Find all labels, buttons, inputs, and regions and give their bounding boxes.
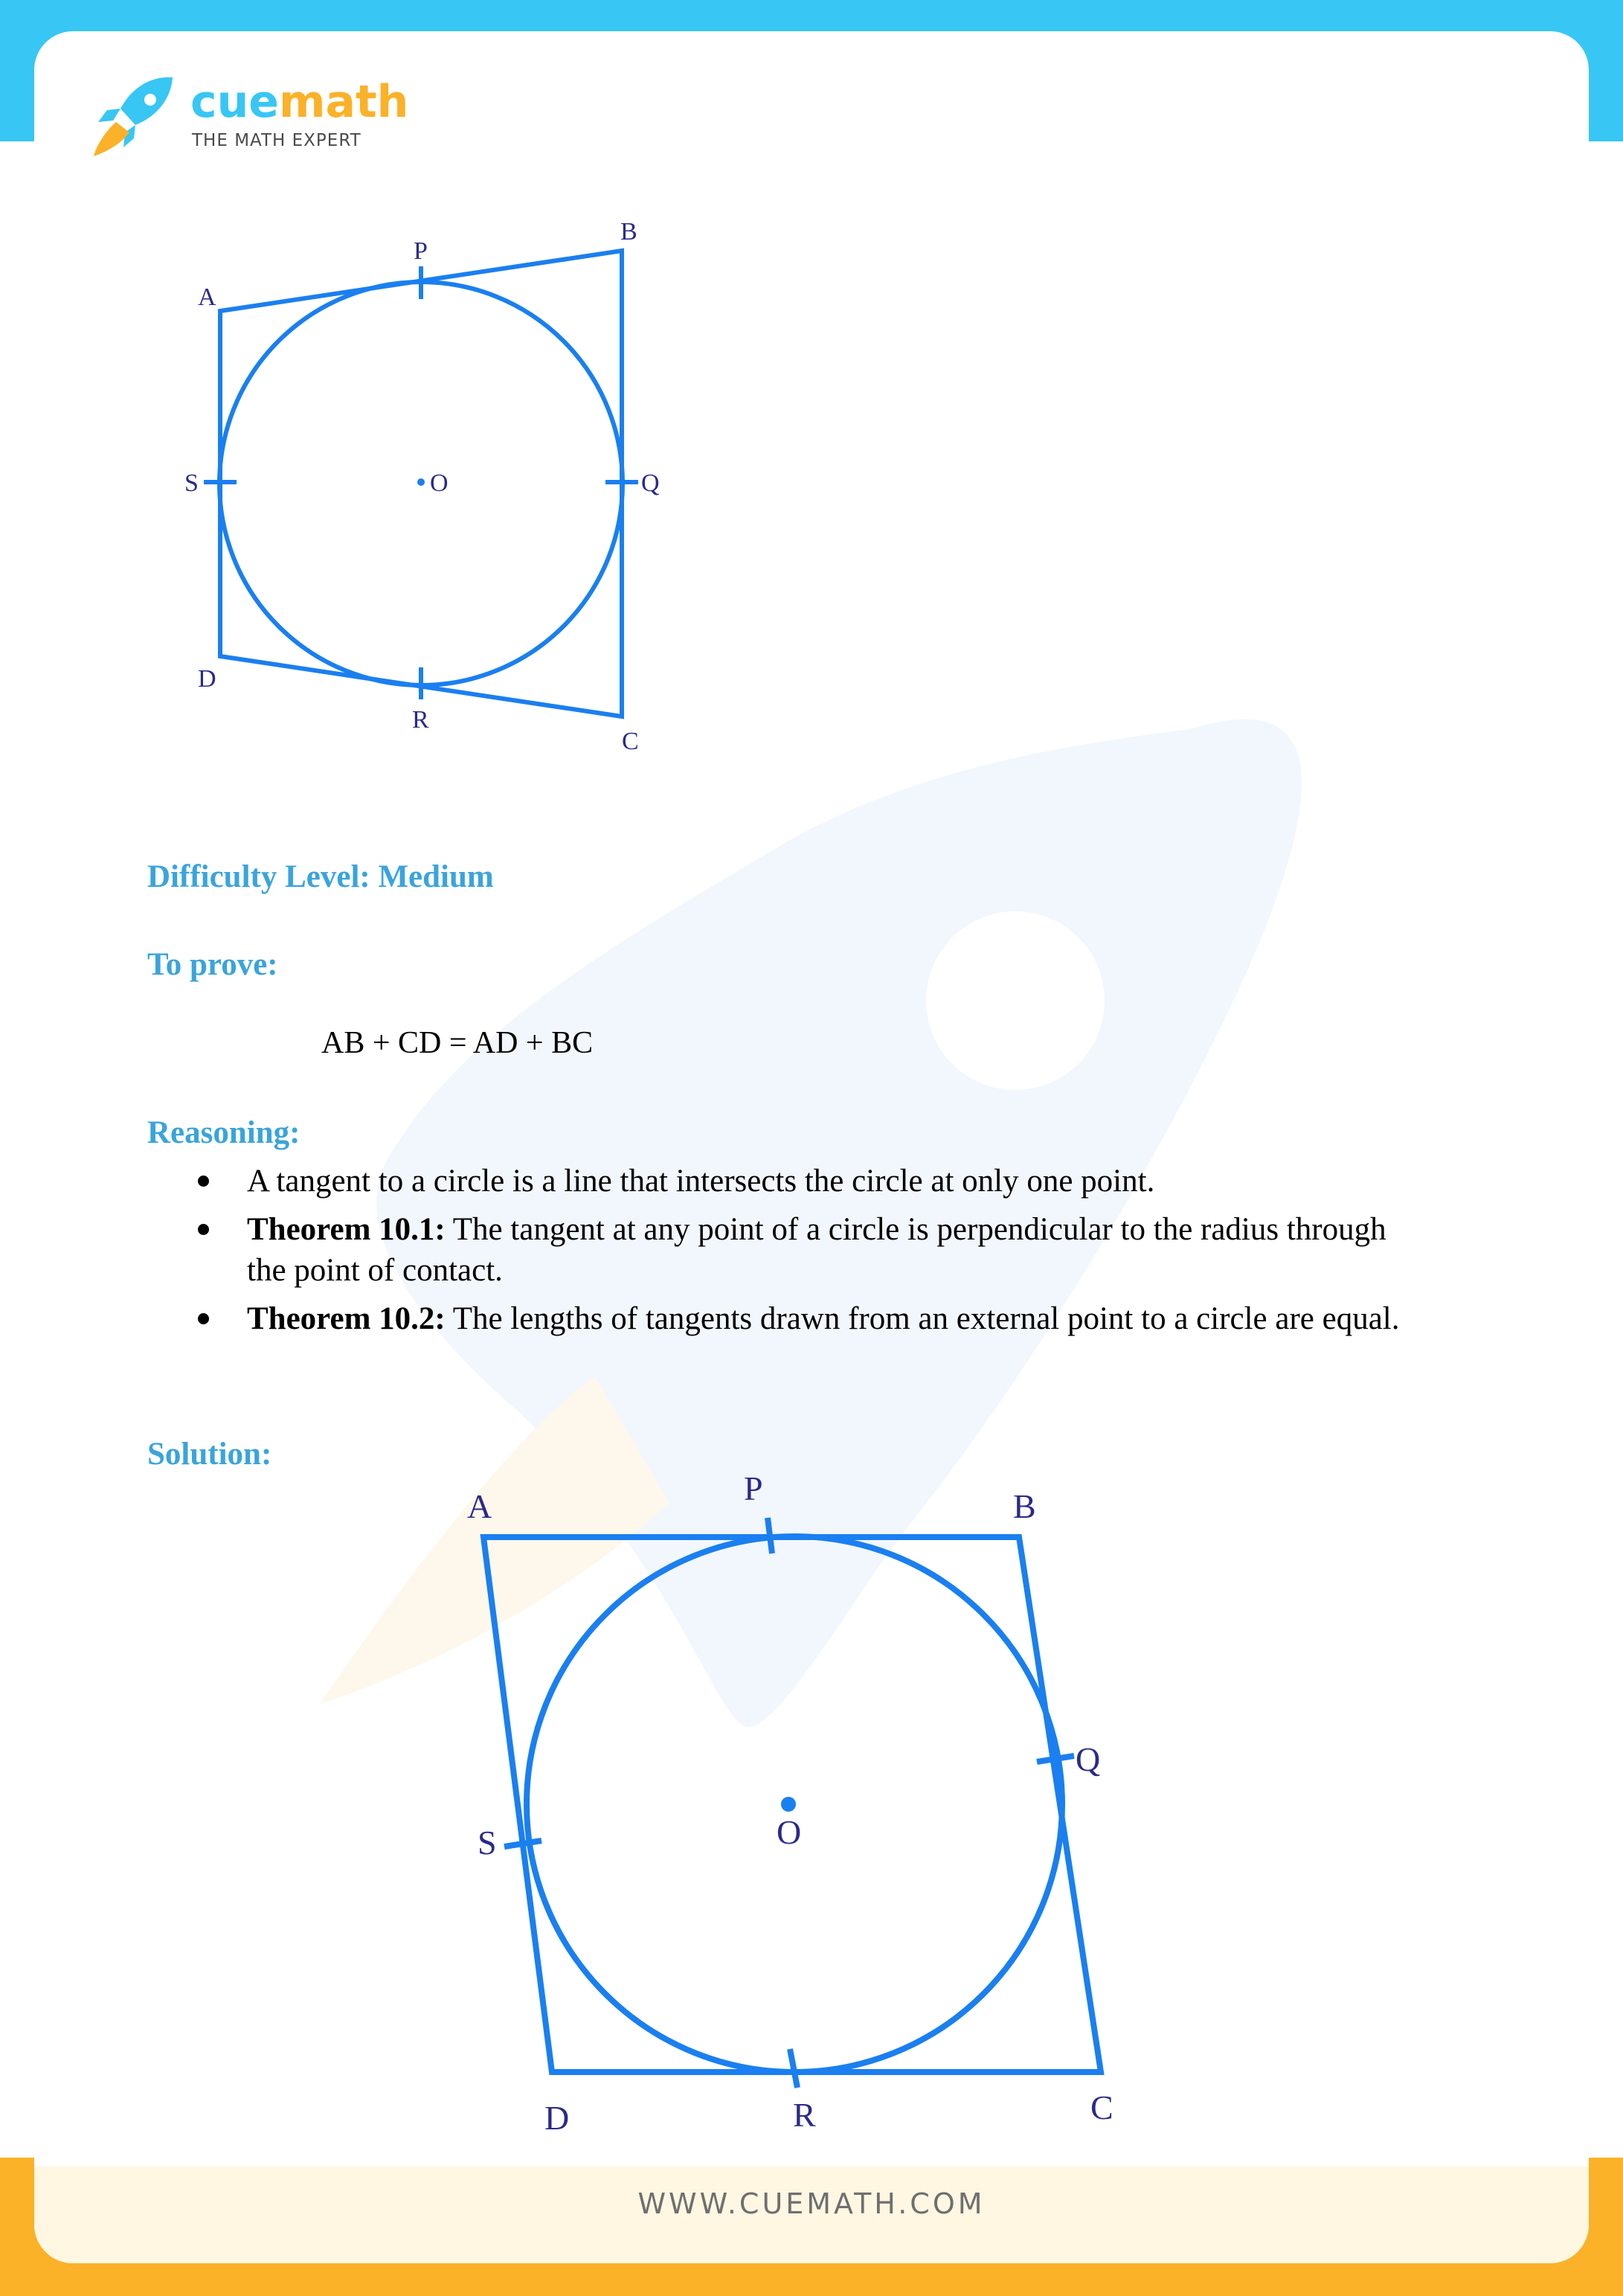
tick-r (790, 2049, 797, 2088)
tick-q (1037, 1756, 1074, 1762)
item-text: The tangent at any point of a circle is perpendicular to the radius through the point of contact. (247, 1212, 1386, 1288)
list-item (193, 1298, 1413, 1339)
equation-to-prove: AB + CD = AD + BC (321, 1026, 594, 1060)
reasoning-heading: Reasoning: (147, 1115, 301, 1150)
item-bold: Theorem 10.2: (247, 1301, 446, 1336)
item-text: The lengths of tangents drawn from an external point to a circle are equal. (445, 1301, 1400, 1336)
bullet-dot-icon (198, 1313, 209, 1324)
item-bold: Theorem 10.1: (247, 1212, 446, 1247)
label-o: O (430, 469, 449, 497)
label-q: Q (1076, 1740, 1101, 1778)
label-p: P (414, 237, 428, 265)
label-r: R (793, 2096, 816, 2134)
rocket-logo-icon (91, 73, 180, 162)
cuemath-logo[interactable] (91, 73, 409, 170)
item-text: A tangent to a circle is a line that intersects the circle at only one point. (247, 1164, 1155, 1199)
footer-url-link[interactable]: WWW.CUEMATH.COM (637, 2187, 986, 2220)
label-a: A (467, 1487, 492, 1525)
label-p: P (744, 1469, 763, 1507)
label-d: D (198, 665, 216, 693)
label-b: B (1013, 1487, 1036, 1525)
logo-wordmark (190, 76, 408, 128)
center-dot (781, 1797, 796, 1812)
tick-s (504, 1841, 541, 1847)
label-d: D (544, 2099, 570, 2137)
label-b: B (620, 218, 637, 246)
reasoning-list (193, 1161, 1413, 1347)
label-q: Q (641, 469, 660, 497)
list-item (193, 1209, 1413, 1291)
logo-tagline: THE MATH EXPERT (192, 131, 361, 150)
logo-word-cue: cue (190, 76, 279, 128)
bullet-dot-icon (198, 1224, 209, 1235)
label-s: S (478, 1824, 497, 1862)
figure-quadrilateral-top (171, 201, 707, 766)
center-dot (417, 478, 425, 486)
logo-word-math: math (278, 76, 409, 128)
label-o: O (777, 1813, 802, 1851)
difficulty-heading: Difficulty Level: Medium (147, 859, 494, 894)
solution-heading: Solution: (147, 1437, 272, 1472)
label-s: S (184, 469, 199, 497)
label-r: R (412, 706, 429, 734)
figure-quadrilateral-bottom (454, 1466, 1138, 2150)
label-c: C (1090, 2088, 1113, 2126)
bullet-dot-icon (198, 1176, 209, 1187)
tick-p (768, 1518, 772, 1553)
list-item (193, 1161, 1413, 1202)
label-c: C (622, 728, 639, 755)
to-prove-heading: To prove: (147, 947, 278, 982)
label-a: A (198, 283, 216, 311)
